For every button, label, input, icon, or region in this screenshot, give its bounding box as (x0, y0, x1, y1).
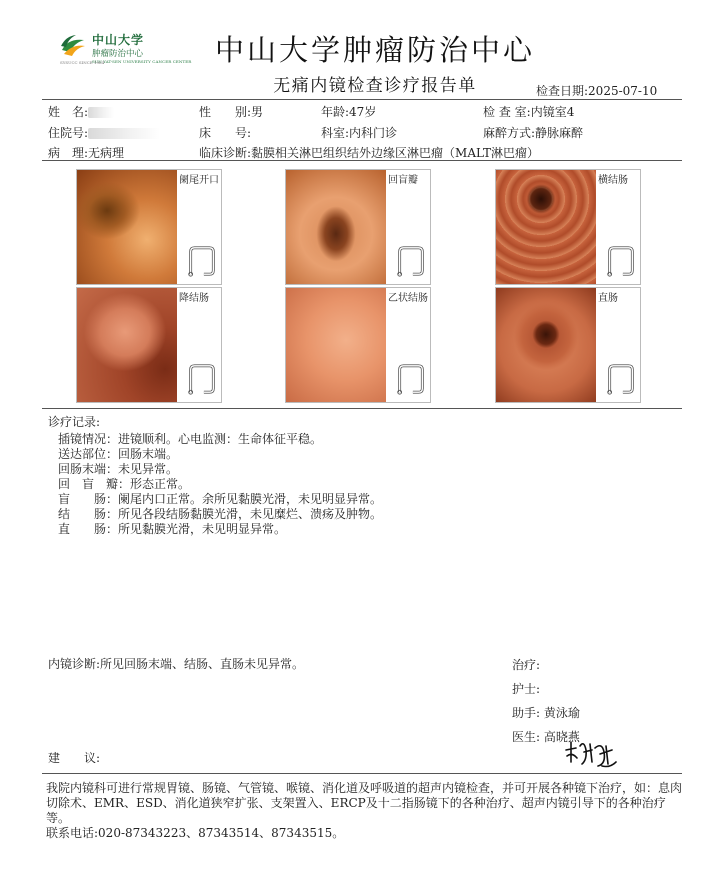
assistant-name: 黄泳瑜 (543, 706, 580, 720)
admission-number-label: 住院号: (48, 126, 89, 140)
endoscopy-photo (77, 170, 177, 285)
footer-contact (46, 826, 682, 841)
doctor-name: 高晓燕 (543, 730, 580, 744)
pathology-label: 病 理: (48, 146, 89, 160)
treatment (512, 656, 540, 673)
exam-room-label: 检 查 室: (483, 105, 531, 119)
endoscopy-photo (496, 288, 596, 403)
colon-diagram-icon (185, 360, 219, 398)
patient-age-label: 年龄: (321, 105, 350, 119)
divider (42, 773, 682, 774)
logo-english-name: SUN YAT-SEN UNIVERSITY CANCER CENTER (92, 59, 192, 64)
endoscopy-photo (286, 288, 386, 403)
anesthesia-label: 麻醉方式: (483, 126, 536, 140)
image-label: 乙状结肠 (388, 293, 428, 304)
endoscopy-image-transverse-colon[interactable] (495, 169, 641, 285)
endoscopy-image-ileocecal-valve[interactable] (285, 169, 431, 285)
patient-sex-label: 性 别: (199, 105, 252, 119)
colon-diagram-icon (604, 360, 638, 398)
image-label: 降结肠 (179, 293, 209, 304)
endoscopy-photo (496, 170, 596, 285)
record-line: 结 肠：所见各段结肠黏膜光滑，未见糜烂、溃疡及肿物。 (58, 507, 383, 521)
record-line: 送达部位：回肠末端。 (58, 447, 179, 461)
clinical-diagnosis-value: 黏膜相关淋巴组织结外边缘区淋巴瘤（MALT淋巴瘤） (251, 146, 539, 160)
endoscopy-image-descending-colon[interactable] (76, 287, 222, 403)
bed-number-label: 床 号: (199, 126, 252, 140)
exam-date-label: 检查日期: (536, 84, 589, 98)
colon-diagram-icon (604, 242, 638, 280)
image-label: 直肠 (598, 293, 618, 304)
redacted-admission-number (88, 128, 160, 139)
doctor-signature-icon (562, 736, 620, 770)
patient-age-value: 47岁 (349, 105, 377, 119)
divider (42, 408, 682, 409)
exam-date (536, 82, 657, 99)
endoscopy-image-rectum[interactable] (495, 287, 641, 403)
divider (42, 99, 682, 100)
anesthesia-value: 静脉麻醉 (535, 126, 584, 140)
anesthesia-method (483, 124, 583, 141)
exam-room-value: 内镜室4 (530, 105, 575, 119)
record-line: 回肠末端：未见异常。 (58, 462, 179, 476)
record-line: 盲 肠：阑尾内口正常。余所见黏膜光滑，未见明显异常。 (58, 492, 383, 506)
colon-diagram-icon (394, 242, 428, 280)
exam-room (483, 103, 574, 120)
assistant-label: 助手: (512, 706, 541, 720)
doctor-label: 医生: (512, 730, 541, 744)
record-line: 回 盲 瓣：形态正常。 (58, 477, 191, 491)
image-label: 回盲瓣 (388, 175, 418, 186)
clinical-diagnosis (199, 144, 539, 161)
exam-date-value: 2025-07-10 (588, 84, 658, 98)
patient-name-label: 姓 名: (48, 105, 89, 119)
image-label: 阑尾开口 (179, 175, 219, 186)
report-title: 中山大学肿瘤防治中心 (214, 33, 535, 67)
patient-name (48, 103, 114, 120)
patient-age (321, 103, 376, 120)
contact-phones: 020-87343223、87343514、87343515。 (98, 826, 345, 840)
footer (46, 781, 682, 841)
patient-sex-value: 男 (251, 105, 264, 119)
advice (48, 749, 100, 766)
endoscopy-photo (286, 170, 386, 285)
treatment-label: 治疗: (512, 658, 541, 672)
endoscopic-diagnosis (48, 655, 304, 672)
record-line: 直 肠：所见黏膜光滑，未见明显异常。 (58, 522, 287, 536)
pathology (48, 144, 124, 161)
assistant (512, 704, 580, 721)
colon-diagram-icon (394, 360, 428, 398)
admission-number (48, 124, 160, 141)
contact-label: 联系电话: (46, 826, 99, 840)
department-label: 科室: (321, 126, 350, 140)
footer-service-text: 我院内镜科可进行常规胃镜、肠镜、气管镜、喉镜、消化道及呼吸道的超声内镜检查，并可开展各种镜下治疗，如：息肉切除术、EMR、ESD、消化道狭窄扩张、支架置入、ERCP及十二指肠镜下的各种治疗、超声内镜引导下的各种治疗等。 (46, 781, 683, 825)
bed-number (199, 124, 251, 141)
record-line: 插镜情况：进镜顺利。心电监测：生命体征平稳。 (58, 432, 323, 446)
records-title: 诊疗记录: (48, 415, 101, 429)
logo-university-name: 中山大学 (92, 33, 145, 47)
pathology-value: 无病理 (88, 146, 125, 160)
image-label: 横结肠 (598, 175, 628, 186)
clinical-diagnosis-label: 临床诊断: (199, 146, 252, 160)
nurse-label: 护士: (512, 682, 541, 696)
patient-sex (199, 103, 263, 120)
diagnosis-text: 所见回肠末端、结肠、直肠未见异常。 (100, 657, 305, 671)
logo-center-name: 肿瘤防治中心 (92, 49, 144, 59)
report-subtitle: 无痛内镜检查诊疗报告单 (273, 76, 477, 96)
colon-diagram-icon (185, 242, 219, 280)
department-value: 内科门诊 (349, 126, 398, 140)
advice-label: 建 议: (48, 751, 101, 765)
redacted-name (88, 107, 114, 118)
logo-since: SYSUCC SINCE 1964 (60, 60, 105, 65)
endoscopy-image-appendix[interactable] (76, 169, 222, 285)
endoscopy-image-sigmoid-colon[interactable] (285, 287, 431, 403)
endoscopy-photo (77, 288, 177, 403)
diagnosis-label: 内镜诊断: (48, 657, 101, 671)
nurse (512, 680, 540, 697)
divider (42, 160, 682, 161)
department (321, 124, 397, 141)
